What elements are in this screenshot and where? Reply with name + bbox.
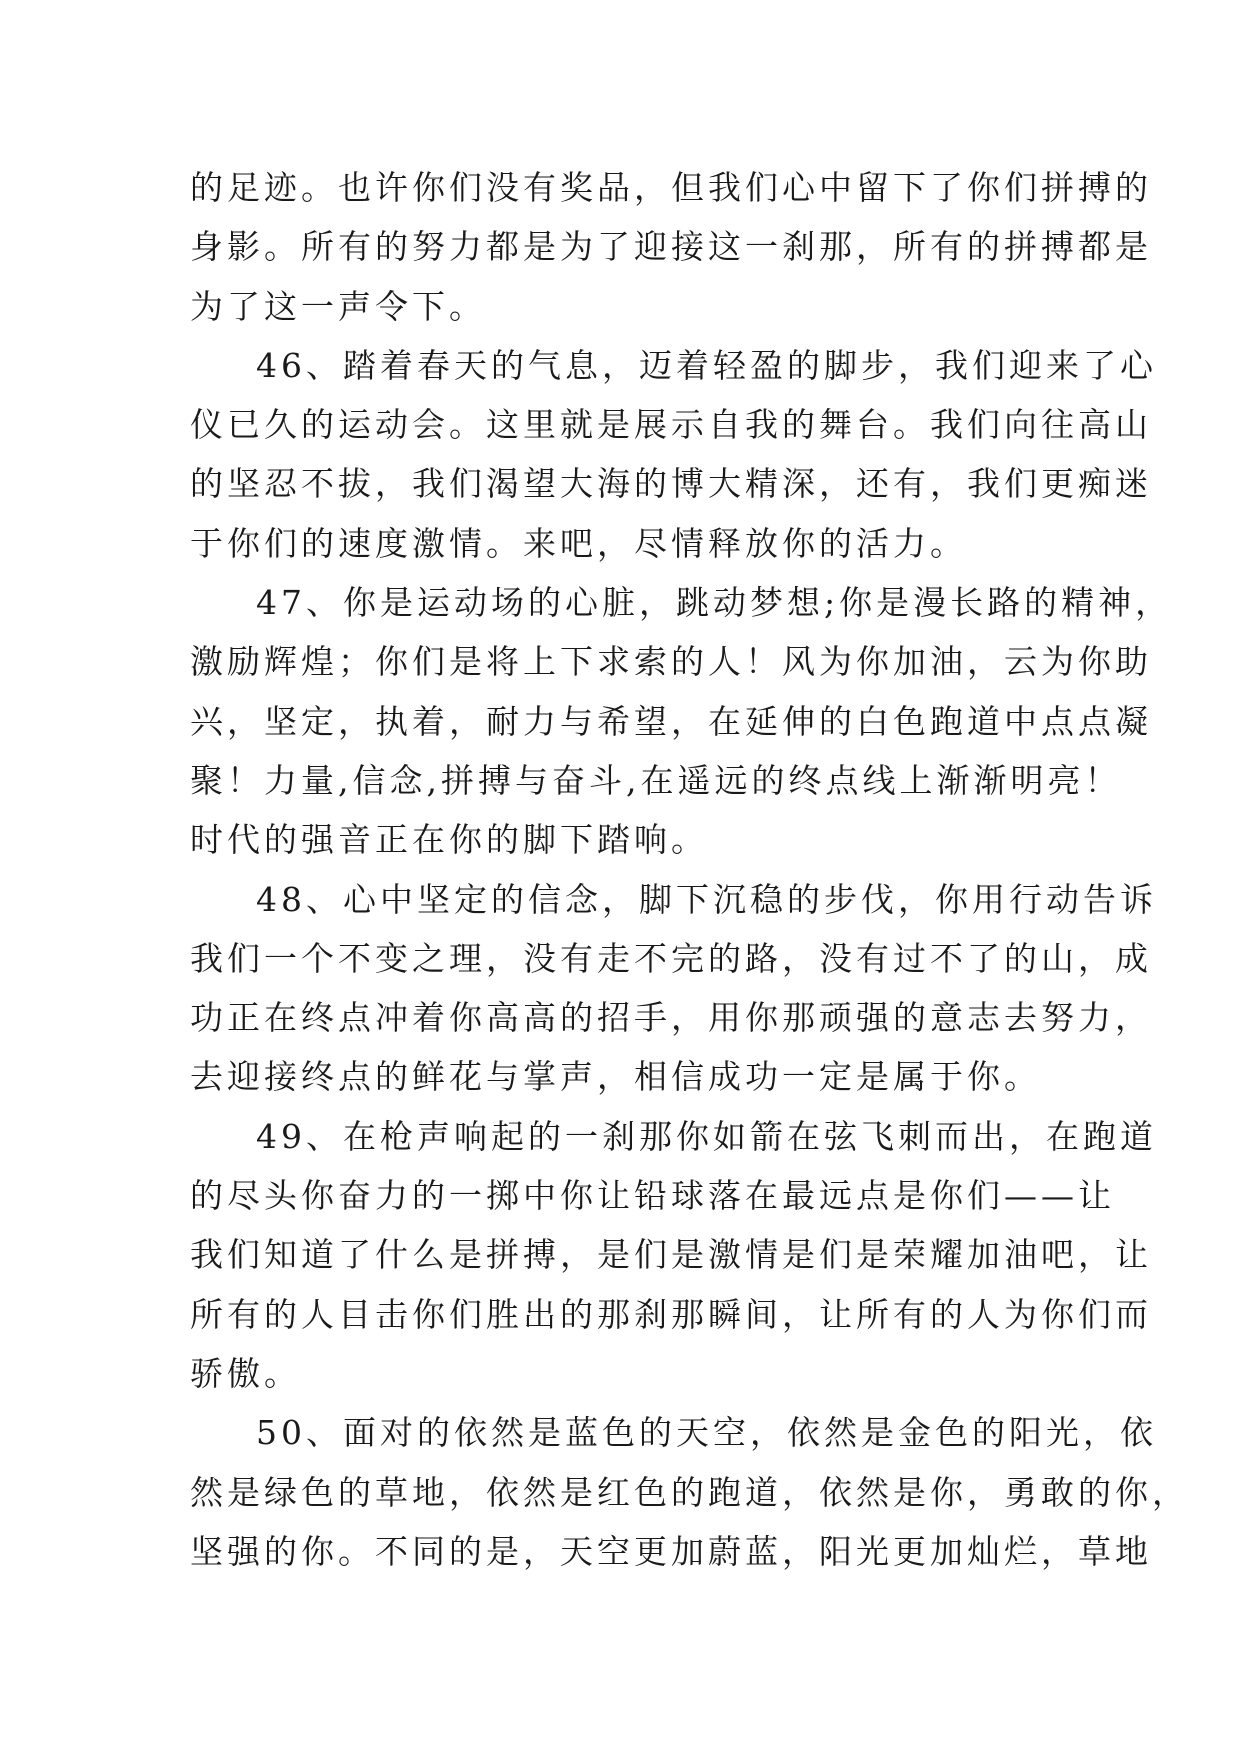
text-line: 我们知道了什么是拼搏，是们是激情是们是荣耀加油吧，让 <box>190 1235 1152 1275</box>
text-line: 然是绿色的草地，依然是红色的跑道，依然是你，勇敢的你， <box>190 1472 1189 1512</box>
text-line: 的坚忍不拔，我们渴望大海的博大精深，还有，我们更痴迷 <box>190 464 1152 504</box>
document-body <box>190 158 1189 1581</box>
paragraph-46-start: 46、踏着春天的气息，迈着轻盈的脚步，我们迎来了心 <box>256 345 1157 385</box>
text-line: 聚！力量,信念,拼搏与奋斗,在遥远的终点线上渐渐明亮！ <box>190 760 1122 800</box>
text-line: 所有的人目击你们胜出的那刹那瞬间，让所有的人为你们而 <box>190 1294 1152 1334</box>
text-line: 功正在终点冲着你高高的招手，用你那顽强的意志去努力， <box>190 998 1152 1038</box>
text-line: 我们一个不变之理，没有走不完的路，没有过不了的山，成 <box>190 938 1152 978</box>
text-line: 去迎接终点的鲜花与掌声，相信成功一定是属于你。 <box>190 1057 1041 1097</box>
text-line: 仪已久的运动会。这里就是展示自我的舞台。我们向往高山 <box>190 405 1152 445</box>
text-line: 兴，坚定，执着，耐力与希望，在延伸的白色跑道中点点凝 <box>190 701 1152 741</box>
paragraph-49-start: 49、在枪声响起的一刹那你如箭在弦飞刺而出，在跑道 <box>256 1116 1157 1156</box>
text-line: 身影。所有的努力都是为了迎接这一刹那，所有的拼搏都是 <box>190 227 1152 267</box>
paragraph-47-start: 47、你是运动场的心脏，跳动梦想;你是漫长路的精神， <box>256 583 1173 623</box>
text-line: 的尽头你奋力的一掷中你让铅球落在最远点是你们——让 <box>190 1176 1115 1216</box>
paragraph-48-start: 48、心中坚定的信念，脚下沉稳的步伐，你用行动告诉 <box>256 879 1157 919</box>
text-line: 骄傲。 <box>190 1353 301 1393</box>
text-line: 激励辉煌；你们是将上下求索的人！风为你加油，云为你助 <box>190 642 1152 682</box>
text-line: 为了这一声令下。 <box>190 286 486 326</box>
text-line: 坚强的你。不同的是，天空更加蔚蓝，阳光更加灿烂，草地 <box>190 1531 1152 1571</box>
text-line: 的足迹。也许你们没有奖品，但我们心中留下了你们拼搏的 <box>190 168 1152 207</box>
text-line: 于你们的速度激情。来吧，尽情释放你的活力。 <box>190 523 967 563</box>
paragraph-50-start: 50、面对的依然是蓝色的天空，依然是金色的阳光，依 <box>256 1413 1157 1453</box>
text-line: 时代的强音正在你的脚下踏响。 <box>190 820 708 860</box>
